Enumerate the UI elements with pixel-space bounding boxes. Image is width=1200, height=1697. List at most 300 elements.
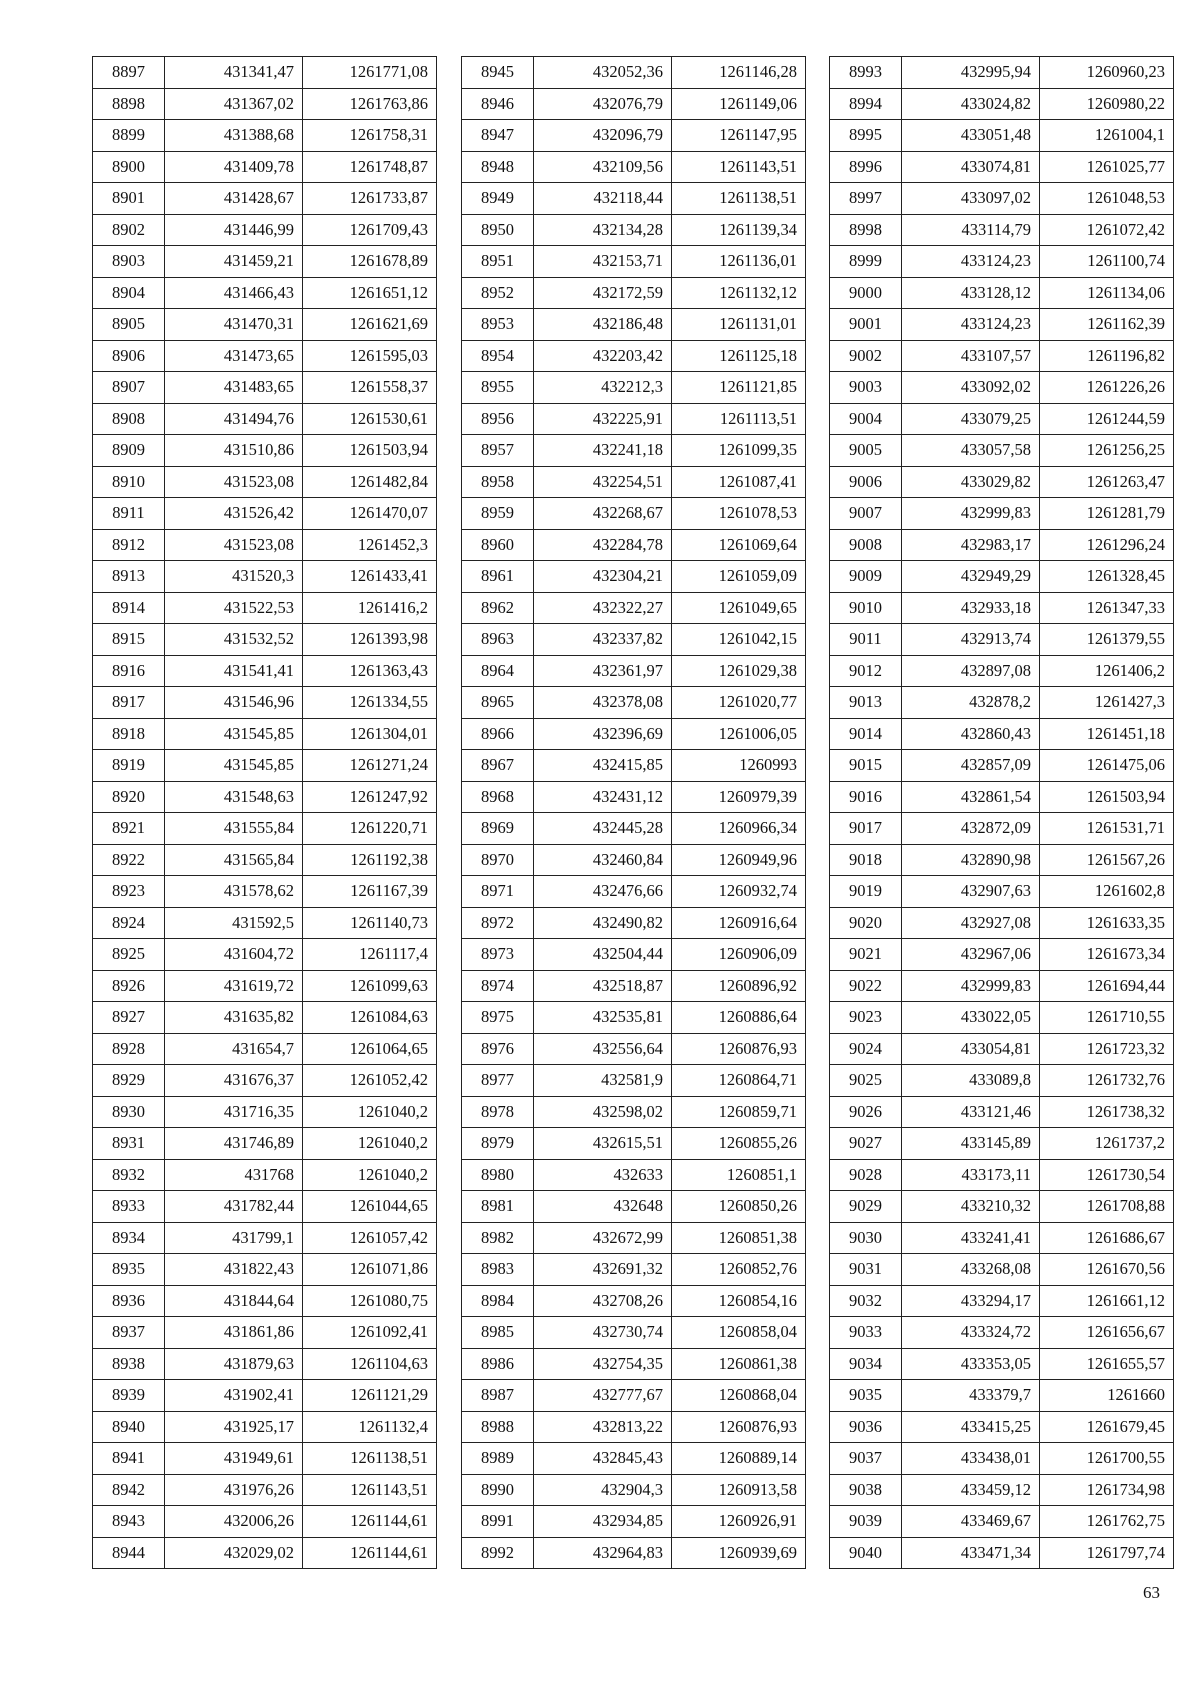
x-coordinate-cell: 433089,8	[902, 1065, 1040, 1097]
y-coordinate-cell: 1261281,79	[1040, 498, 1174, 530]
table-row	[93, 120, 437, 152]
table-row	[462, 970, 806, 1002]
point-number-cell: 9025	[830, 1065, 902, 1097]
point-number-cell: 8981	[462, 1191, 534, 1223]
point-number-cell: 8928	[93, 1033, 165, 1065]
point-number-cell: 9019	[830, 876, 902, 908]
table-row	[462, 1348, 806, 1380]
x-coordinate-cell: 432999,83	[902, 970, 1040, 1002]
point-number-cell: 8924	[93, 907, 165, 939]
table-row	[830, 435, 1174, 467]
x-coordinate-cell: 433353,05	[902, 1348, 1040, 1380]
point-number-cell: 8936	[93, 1285, 165, 1317]
y-coordinate-cell: 1260979,39	[672, 781, 806, 813]
point-number-cell: 8900	[93, 151, 165, 183]
table-row	[830, 1411, 1174, 1443]
x-coordinate-cell: 432964,83	[534, 1537, 672, 1569]
point-number-cell: 9031	[830, 1254, 902, 1286]
table-row	[93, 718, 437, 750]
point-number-cell: 9028	[830, 1159, 902, 1191]
point-number-cell: 8917	[93, 687, 165, 719]
x-coordinate-cell: 432076,79	[534, 88, 672, 120]
x-coordinate-cell: 431879,63	[165, 1348, 303, 1380]
x-coordinate-cell: 431409,78	[165, 151, 303, 183]
y-coordinate-cell: 1261167,39	[303, 876, 437, 908]
x-coordinate-cell: 432967,06	[902, 939, 1040, 971]
x-coordinate-cell: 433124,23	[902, 246, 1040, 278]
x-coordinate-cell: 431768	[165, 1159, 303, 1191]
x-coordinate-cell: 432861,54	[902, 781, 1040, 813]
y-coordinate-cell: 1260966,34	[672, 813, 806, 845]
table-row	[462, 1159, 806, 1191]
x-coordinate-cell: 432633	[534, 1159, 672, 1191]
table-row	[462, 57, 806, 89]
x-coordinate-cell: 431555,84	[165, 813, 303, 845]
y-coordinate-cell: 1261686,67	[1040, 1222, 1174, 1254]
table-row	[93, 372, 437, 404]
table-row	[462, 1474, 806, 1506]
table-row	[830, 939, 1174, 971]
point-number-cell: 8898	[93, 88, 165, 120]
x-coordinate-cell: 431473,65	[165, 340, 303, 372]
y-coordinate-cell: 1261678,89	[303, 246, 437, 278]
y-coordinate-cell: 1261503,94	[303, 435, 437, 467]
x-coordinate-cell: 432995,94	[902, 57, 1040, 89]
table-row	[830, 1537, 1174, 1569]
y-coordinate-cell: 1261078,53	[672, 498, 806, 530]
table-row	[830, 813, 1174, 845]
point-number-cell: 8966	[462, 718, 534, 750]
y-coordinate-cell: 1261530,61	[303, 403, 437, 435]
y-coordinate-cell: 1261087,41	[672, 466, 806, 498]
y-coordinate-cell: 1260960,23	[1040, 57, 1174, 89]
table-row	[93, 466, 437, 498]
x-coordinate-cell: 432890,98	[902, 844, 1040, 876]
y-coordinate-cell: 1260852,76	[672, 1254, 806, 1286]
y-coordinate-cell: 1261734,98	[1040, 1474, 1174, 1506]
y-coordinate-cell: 1261771,08	[303, 57, 437, 89]
x-coordinate-cell: 432927,08	[902, 907, 1040, 939]
table-row	[462, 340, 806, 372]
x-coordinate-cell: 432476,66	[534, 876, 672, 908]
page-number: 63	[1143, 1583, 1160, 1602]
table-row	[830, 151, 1174, 183]
point-number-cell: 8949	[462, 183, 534, 215]
table-row	[93, 1002, 437, 1034]
x-coordinate-cell: 432118,44	[534, 183, 672, 215]
x-coordinate-cell: 431446,99	[165, 214, 303, 246]
point-number-cell: 8959	[462, 498, 534, 530]
y-coordinate-cell: 1261503,94	[1040, 781, 1174, 813]
point-number-cell: 9001	[830, 309, 902, 341]
point-number-cell: 8991	[462, 1506, 534, 1538]
point-number-cell: 8973	[462, 939, 534, 971]
y-coordinate-cell: 1261132,4	[303, 1411, 437, 1443]
y-coordinate-cell: 1260926,91	[672, 1506, 806, 1538]
x-coordinate-cell: 432254,51	[534, 466, 672, 498]
point-number-cell: 9003	[830, 372, 902, 404]
table-row	[462, 1380, 806, 1412]
x-coordinate-cell: 432556,64	[534, 1033, 672, 1065]
x-coordinate-cell: 432134,28	[534, 214, 672, 246]
y-coordinate-cell: 1261138,51	[672, 183, 806, 215]
x-coordinate-cell: 431470,31	[165, 309, 303, 341]
point-number-cell: 8960	[462, 529, 534, 561]
y-coordinate-cell: 1261226,26	[1040, 372, 1174, 404]
y-coordinate-cell: 1261416,2	[303, 592, 437, 624]
point-number-cell: 8955	[462, 372, 534, 404]
point-number-cell: 8937	[93, 1317, 165, 1349]
table-row	[462, 183, 806, 215]
x-coordinate-cell: 431459,21	[165, 246, 303, 278]
y-coordinate-cell: 1261558,37	[303, 372, 437, 404]
table-row	[830, 1285, 1174, 1317]
point-number-cell: 8965	[462, 687, 534, 719]
point-number-cell: 8919	[93, 750, 165, 782]
table-row	[830, 120, 1174, 152]
point-number-cell: 8935	[93, 1254, 165, 1286]
y-coordinate-cell: 1261379,55	[1040, 624, 1174, 656]
y-coordinate-cell: 1261140,73	[303, 907, 437, 939]
table-row	[93, 1065, 437, 1097]
table-row	[93, 1128, 437, 1160]
y-coordinate-cell: 1261057,42	[303, 1222, 437, 1254]
x-coordinate-cell: 432581,9	[534, 1065, 672, 1097]
x-coordinate-cell: 433241,41	[902, 1222, 1040, 1254]
x-coordinate-cell: 431861,86	[165, 1317, 303, 1349]
x-coordinate-cell: 431494,76	[165, 403, 303, 435]
point-number-cell: 8943	[93, 1506, 165, 1538]
x-coordinate-cell: 432378,08	[534, 687, 672, 719]
x-coordinate-cell: 431654,7	[165, 1033, 303, 1065]
x-coordinate-cell: 433057,58	[902, 435, 1040, 467]
table-row	[93, 1222, 437, 1254]
point-number-cell: 8902	[93, 214, 165, 246]
point-number-cell: 8995	[830, 120, 902, 152]
x-coordinate-cell: 433268,08	[902, 1254, 1040, 1286]
y-coordinate-cell: 1260859,71	[672, 1096, 806, 1128]
point-number-cell: 8945	[462, 57, 534, 89]
y-coordinate-cell: 1260932,74	[672, 876, 806, 908]
x-coordinate-cell: 432052,36	[534, 57, 672, 89]
y-coordinate-cell: 1261044,65	[303, 1191, 437, 1223]
point-number-cell: 8963	[462, 624, 534, 656]
point-number-cell: 8933	[93, 1191, 165, 1223]
table-row	[830, 718, 1174, 750]
table-row	[830, 1096, 1174, 1128]
table-row	[462, 907, 806, 939]
y-coordinate-cell: 1260886,64	[672, 1002, 806, 1034]
point-number-cell: 8905	[93, 309, 165, 341]
point-number-cell: 8954	[462, 340, 534, 372]
x-coordinate-cell: 432904,3	[534, 1474, 672, 1506]
x-coordinate-cell: 432186,48	[534, 309, 672, 341]
x-coordinate-cell: 432691,32	[534, 1254, 672, 1286]
point-number-cell: 9023	[830, 1002, 902, 1034]
point-number-cell: 9014	[830, 718, 902, 750]
y-coordinate-cell: 1261040,2	[303, 1096, 437, 1128]
point-number-cell: 9027	[830, 1128, 902, 1160]
y-coordinate-cell: 1261117,4	[303, 939, 437, 971]
point-number-cell: 8947	[462, 120, 534, 152]
point-number-cell: 9006	[830, 466, 902, 498]
table-row	[462, 466, 806, 498]
point-number-cell: 8940	[93, 1411, 165, 1443]
table-row	[93, 1159, 437, 1191]
x-coordinate-cell: 433459,12	[902, 1474, 1040, 1506]
table-row	[462, 655, 806, 687]
y-coordinate-cell: 1261040,2	[303, 1128, 437, 1160]
y-coordinate-cell: 1261679,45	[1040, 1411, 1174, 1443]
table-row	[93, 498, 437, 530]
y-coordinate-cell: 1261710,55	[1040, 1002, 1174, 1034]
x-coordinate-cell: 431716,35	[165, 1096, 303, 1128]
table-row	[462, 592, 806, 624]
table-row	[462, 687, 806, 719]
x-coordinate-cell: 431676,37	[165, 1065, 303, 1097]
point-number-cell: 8903	[93, 246, 165, 278]
table-row	[462, 1222, 806, 1254]
point-number-cell: 9015	[830, 750, 902, 782]
x-coordinate-cell: 432153,71	[534, 246, 672, 278]
table-row	[462, 1191, 806, 1223]
table-row	[830, 246, 1174, 278]
x-coordinate-cell: 432361,97	[534, 655, 672, 687]
y-coordinate-cell: 1261092,41	[303, 1317, 437, 1349]
table-row	[830, 277, 1174, 309]
point-number-cell: 8982	[462, 1222, 534, 1254]
x-coordinate-cell: 433173,11	[902, 1159, 1040, 1191]
point-number-cell: 9036	[830, 1411, 902, 1443]
point-number-cell: 8931	[93, 1128, 165, 1160]
table-row	[93, 88, 437, 120]
x-coordinate-cell: 431925,17	[165, 1411, 303, 1443]
y-coordinate-cell: 1261100,74	[1040, 246, 1174, 278]
table-row	[462, 1443, 806, 1475]
x-coordinate-cell: 431341,47	[165, 57, 303, 89]
table-row	[830, 750, 1174, 782]
table-row	[93, 309, 437, 341]
table-row	[93, 57, 437, 89]
y-coordinate-cell: 1261084,63	[303, 1002, 437, 1034]
x-coordinate-cell: 432518,87	[534, 970, 672, 1002]
table-row	[93, 970, 437, 1002]
y-coordinate-cell: 1261004,1	[1040, 120, 1174, 152]
x-coordinate-cell: 432897,08	[902, 655, 1040, 687]
table-row	[462, 939, 806, 971]
y-coordinate-cell: 1261730,54	[1040, 1159, 1174, 1191]
point-number-cell: 8996	[830, 151, 902, 183]
y-coordinate-cell: 1261393,98	[303, 624, 437, 656]
point-number-cell: 8930	[93, 1096, 165, 1128]
x-coordinate-cell: 431578,62	[165, 876, 303, 908]
table-row	[830, 1380, 1174, 1412]
x-coordinate-cell: 432933,18	[902, 592, 1040, 624]
table-row	[462, 1065, 806, 1097]
point-number-cell: 9032	[830, 1285, 902, 1317]
point-number-cell: 9009	[830, 561, 902, 593]
y-coordinate-cell: 1261192,38	[303, 844, 437, 876]
y-coordinate-cell: 1260939,69	[672, 1537, 806, 1569]
y-coordinate-cell: 1261042,15	[672, 624, 806, 656]
y-coordinate-cell: 1261138,51	[303, 1443, 437, 1475]
table-row	[462, 120, 806, 152]
point-number-cell: 8946	[462, 88, 534, 120]
point-number-cell: 9008	[830, 529, 902, 561]
table-row	[830, 907, 1174, 939]
x-coordinate-cell: 431523,08	[165, 466, 303, 498]
point-number-cell: 8958	[462, 466, 534, 498]
point-number-cell: 9007	[830, 498, 902, 530]
table-row	[462, 529, 806, 561]
table-row	[93, 1285, 437, 1317]
table-row	[830, 529, 1174, 561]
table-row	[462, 1411, 806, 1443]
table-row	[830, 970, 1174, 1002]
y-coordinate-cell: 1261263,47	[1040, 466, 1174, 498]
table-row	[93, 1474, 437, 1506]
point-number-cell: 9016	[830, 781, 902, 813]
table-row	[462, 750, 806, 782]
x-coordinate-cell: 432708,26	[534, 1285, 672, 1317]
x-coordinate-cell: 433097,02	[902, 183, 1040, 215]
table-row	[93, 844, 437, 876]
table-row	[830, 1002, 1174, 1034]
table-row	[93, 655, 437, 687]
point-number-cell: 9000	[830, 277, 902, 309]
table-row	[462, 1537, 806, 1569]
table-row	[462, 403, 806, 435]
x-coordinate-cell: 433379,7	[902, 1380, 1040, 1412]
table-row	[93, 1254, 437, 1286]
y-coordinate-cell: 1261633,35	[1040, 907, 1174, 939]
y-coordinate-cell: 1261673,34	[1040, 939, 1174, 971]
x-coordinate-cell: 433079,25	[902, 403, 1040, 435]
table-row	[93, 1411, 437, 1443]
x-coordinate-cell: 432396,69	[534, 718, 672, 750]
y-coordinate-cell: 1260868,04	[672, 1380, 806, 1412]
x-coordinate-cell: 433092,02	[902, 372, 1040, 404]
table-1-body	[93, 57, 437, 1569]
x-coordinate-cell: 432504,44	[534, 939, 672, 971]
point-number-cell: 8961	[462, 561, 534, 593]
x-coordinate-cell: 432999,83	[902, 498, 1040, 530]
y-coordinate-cell: 1261244,59	[1040, 403, 1174, 435]
table-row	[93, 1317, 437, 1349]
table-row	[93, 1033, 437, 1065]
table-row	[830, 624, 1174, 656]
x-coordinate-cell: 432648	[534, 1191, 672, 1223]
x-coordinate-cell: 432337,82	[534, 624, 672, 656]
x-coordinate-cell: 431545,85	[165, 718, 303, 750]
y-coordinate-cell: 1260896,92	[672, 970, 806, 1002]
table-row	[93, 1443, 437, 1475]
x-coordinate-cell: 431976,26	[165, 1474, 303, 1506]
x-coordinate-cell: 431548,63	[165, 781, 303, 813]
point-number-cell: 9038	[830, 1474, 902, 1506]
point-number-cell: 8997	[830, 183, 902, 215]
y-coordinate-cell: 1260855,26	[672, 1128, 806, 1160]
point-number-cell: 9018	[830, 844, 902, 876]
point-number-cell: 8923	[93, 876, 165, 908]
x-coordinate-cell: 432730,74	[534, 1317, 672, 1349]
y-coordinate-cell: 1260993	[672, 750, 806, 782]
y-coordinate-cell: 1261406,2	[1040, 655, 1174, 687]
y-coordinate-cell: 1261748,87	[303, 151, 437, 183]
x-coordinate-cell: 432241,18	[534, 435, 672, 467]
table-row	[830, 403, 1174, 435]
y-coordinate-cell: 1261099,35	[672, 435, 806, 467]
table-row	[93, 1096, 437, 1128]
point-number-cell: 8920	[93, 781, 165, 813]
x-coordinate-cell: 432878,2	[902, 687, 1040, 719]
y-coordinate-cell: 1261433,41	[303, 561, 437, 593]
y-coordinate-cell: 1261104,63	[303, 1348, 437, 1380]
point-number-cell: 9011	[830, 624, 902, 656]
table-row	[830, 1128, 1174, 1160]
y-coordinate-cell: 1261595,03	[303, 340, 437, 372]
point-number-cell: 8948	[462, 151, 534, 183]
x-coordinate-cell: 431635,82	[165, 1002, 303, 1034]
table-row	[462, 1033, 806, 1065]
table-row	[462, 309, 806, 341]
y-coordinate-cell: 1261567,26	[1040, 844, 1174, 876]
table-row	[830, 1317, 1174, 1349]
x-coordinate-cell: 433074,81	[902, 151, 1040, 183]
point-number-cell: 8992	[462, 1537, 534, 1569]
y-coordinate-cell: 1260861,38	[672, 1348, 806, 1380]
y-coordinate-cell: 1261121,85	[672, 372, 806, 404]
point-number-cell: 9029	[830, 1191, 902, 1223]
point-number-cell: 8998	[830, 214, 902, 246]
point-number-cell: 8901	[93, 183, 165, 215]
table-row	[830, 592, 1174, 624]
point-number-cell: 8926	[93, 970, 165, 1002]
table-row	[830, 876, 1174, 908]
y-coordinate-cell: 1260889,14	[672, 1443, 806, 1475]
point-number-cell: 9002	[830, 340, 902, 372]
y-coordinate-cell: 1261621,69	[303, 309, 437, 341]
point-number-cell: 8983	[462, 1254, 534, 1286]
point-number-cell: 8944	[93, 1537, 165, 1569]
x-coordinate-cell: 432983,17	[902, 529, 1040, 561]
y-coordinate-cell: 1261134,06	[1040, 277, 1174, 309]
point-number-cell: 8970	[462, 844, 534, 876]
table-row	[830, 498, 1174, 530]
y-coordinate-cell: 1261670,56	[1040, 1254, 1174, 1286]
point-number-cell: 8914	[93, 592, 165, 624]
x-coordinate-cell: 432907,63	[902, 876, 1040, 908]
x-coordinate-cell: 431844,64	[165, 1285, 303, 1317]
table-row	[462, 844, 806, 876]
table-row	[830, 1254, 1174, 1286]
table-row	[462, 1128, 806, 1160]
point-number-cell: 8988	[462, 1411, 534, 1443]
x-coordinate-cell: 433054,81	[902, 1033, 1040, 1065]
table-row	[93, 1348, 437, 1380]
y-coordinate-cell: 1260864,71	[672, 1065, 806, 1097]
x-coordinate-cell: 432460,84	[534, 844, 672, 876]
x-coordinate-cell: 431526,42	[165, 498, 303, 530]
y-coordinate-cell: 1260851,38	[672, 1222, 806, 1254]
table-row	[93, 529, 437, 561]
table-row	[93, 1537, 437, 1569]
y-coordinate-cell: 1261147,95	[672, 120, 806, 152]
x-coordinate-cell: 432615,51	[534, 1128, 672, 1160]
y-coordinate-cell: 1261475,06	[1040, 750, 1174, 782]
y-coordinate-cell: 1261162,39	[1040, 309, 1174, 341]
y-coordinate-cell: 1261247,92	[303, 781, 437, 813]
